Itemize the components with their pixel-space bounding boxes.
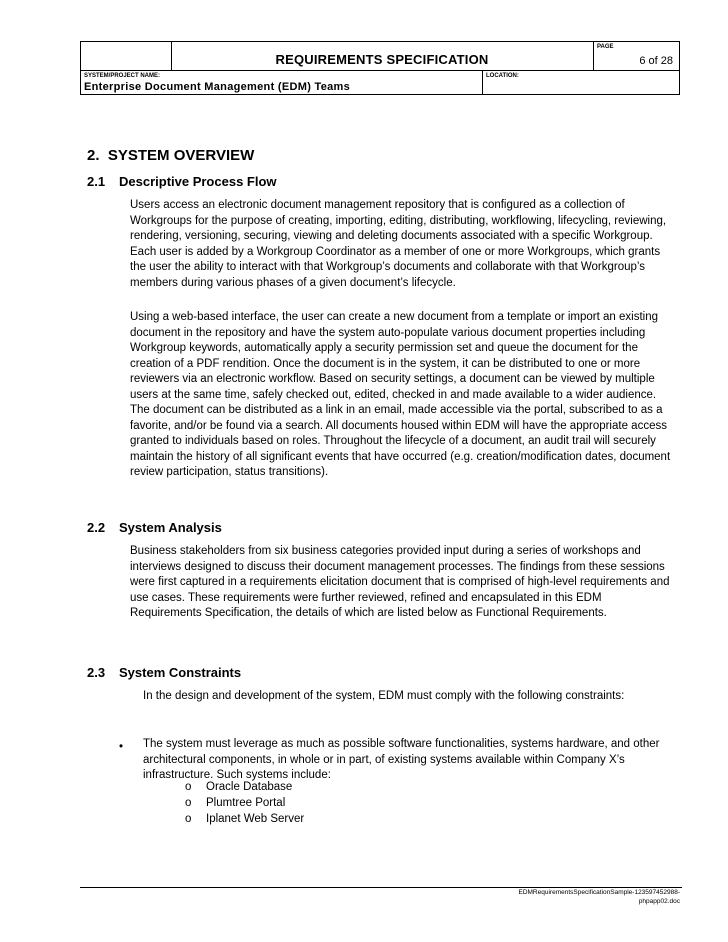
subsection-heading-2-3 xyxy=(87,665,241,680)
sub-bullet-symbol: o xyxy=(185,781,192,793)
project-name: Enterprise Document Management (EDM) Teams xyxy=(84,81,351,93)
subsection-heading-2-1 xyxy=(87,174,277,189)
sub-bullet-symbol: o xyxy=(185,813,192,825)
document-header xyxy=(80,41,680,95)
process-flow-paragraph-1: Users access an electronic document management repository that is configured as a collection of Workgroups for the purpose of creating, importing, editing, distributing, workflowing, lifecycling, reviewing, rendering, versioning, securing, viewing and deleting documents associated with a specific Workgroup. Each user is added by a Workgroup Coordinator as a member of one or more Workgroups, which grants the user the ability to interact with that Workgroup’s documents and collaborate with that Workgroup’s members during various phases of a given document’s lifecycle. xyxy=(130,199,667,289)
section-heading xyxy=(87,147,254,164)
page-label: PAGE xyxy=(597,44,614,50)
section-number: 2. xyxy=(87,147,100,164)
list-item xyxy=(185,796,285,812)
footer-line-2: phpapp02.doc xyxy=(638,897,680,905)
document-title: REQUIREMENTS SPECIFICATION xyxy=(275,52,489,67)
section-title: SYSTEM OVERVIEW xyxy=(107,147,255,164)
header-top-row xyxy=(81,42,679,71)
list-item-text: Oracle Database xyxy=(206,781,293,793)
process-flow-paragraph-2: Using a web-based interface, the user can create a new document from a template or import an existing document in the repository and have the system auto-populate various document properties including Workgroup keywords, automatically apply a security permission set and queue the document for the creation of a PDF rendition. Once the document is in the system, it can be distributed to one or more reviewers via an electronic workflow. Based on security settings, a document can be viewed by multiple users at the same time, safely checked out, edited, checked in and made available to a wider audience. The document can be distributed as a link in an email, made accessible via the portal, subscribed to as a favorite, and/or be found via a search. All documents housed within EDM will have the appropriate access granted to individuals based on roles. Throughout the lifecycle of a document, an audit trail will securely maintain the history of all significant events that have occurred (e.g. creation/modification dates, document review participation, status transitions). xyxy=(130,311,671,478)
list-item-text: Plumtree Portal xyxy=(206,797,286,809)
system-analysis-paragraph: Business stakeholders from six business categories provided input during a series of workshops and interviews designed to discuss their document management processes. The findings from these sessions were first captured in a requirements elicitation document that is comprised of high-level requirements and use cases. These requirements were further reviewed, refined and encapsulated in this EDM Requirements Specification, the details of which are listed below as Functional Requirements. xyxy=(130,545,670,619)
footer-divider xyxy=(80,887,682,888)
project-label: SYSTEM/PROJECT NAME: xyxy=(84,73,161,79)
constraints-intro: In the design and development of the system, EDM must comply with the following constraints: xyxy=(143,690,625,702)
subsection-title: System Constraints xyxy=(119,665,242,680)
constraint-bullet-text: The system must leverage as much as possible software functionalities, systems hardware, and other architectural components, in whole or in part, of existing systems available within Company X’s infrastructure. Such systems include: xyxy=(143,738,660,781)
list-item-text: Iplanet Web Server xyxy=(206,813,305,825)
location-cell xyxy=(482,71,680,95)
header-bottom-row xyxy=(81,71,679,95)
sub-bullet-symbol: o xyxy=(185,797,192,809)
header-title-cell xyxy=(172,42,592,70)
list-item xyxy=(185,812,304,828)
subsection-number: 2.2 xyxy=(87,520,106,535)
footer-line-1: EDMRequirementsSpecificationSample-123597452988- xyxy=(518,889,680,896)
footer-filename xyxy=(430,889,680,906)
bullet-symbol: • xyxy=(119,741,124,753)
header-empty-cell xyxy=(81,42,172,70)
subsection-heading-2-2 xyxy=(87,520,222,535)
subsection-title: System Analysis xyxy=(119,520,222,535)
subsection-number: 2.3 xyxy=(87,665,106,680)
page-number: 6 of 28 xyxy=(639,55,673,67)
subsection-number: 2.1 xyxy=(87,174,106,189)
subsection-title: Descriptive Process Flow xyxy=(119,174,277,189)
page-cell xyxy=(593,42,681,70)
project-cell xyxy=(81,71,481,95)
list-item xyxy=(185,780,292,796)
location-label: LOCATION: xyxy=(486,73,519,79)
